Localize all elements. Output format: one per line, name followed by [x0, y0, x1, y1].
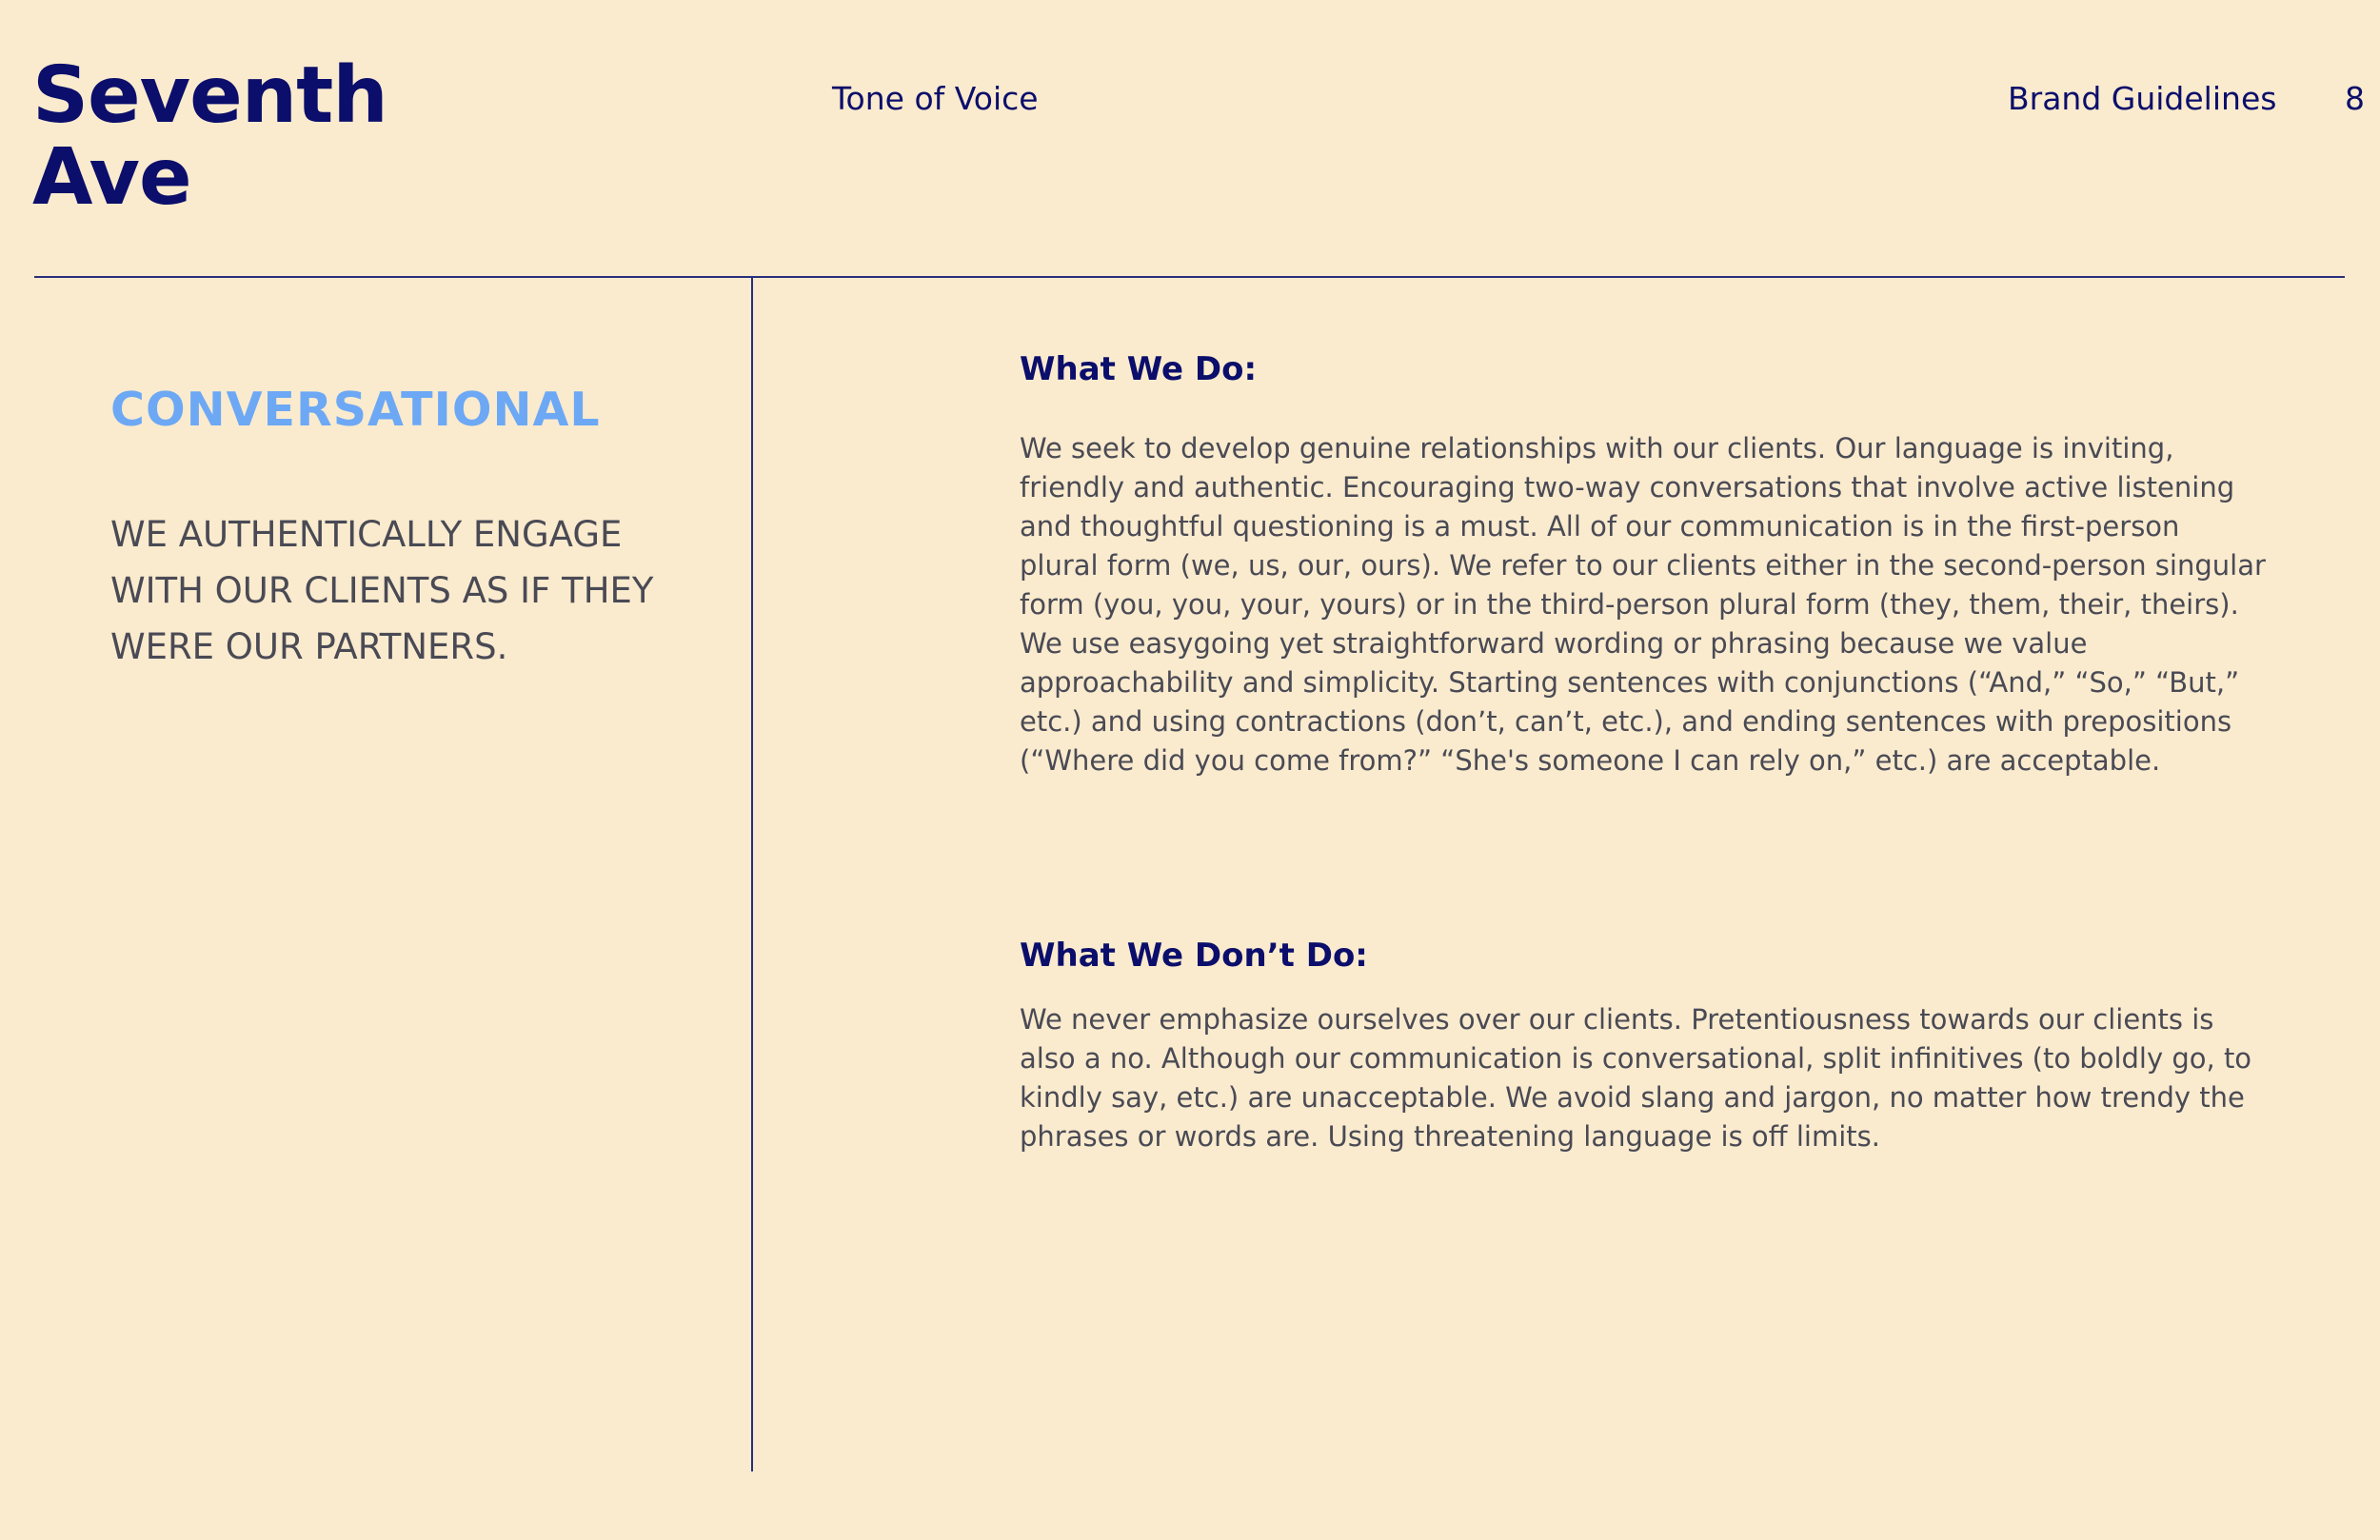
- what-we-dont-do-section: [1020, 937, 2267, 975]
- header-divider: [34, 276, 2345, 278]
- column-divider: [751, 277, 753, 1471]
- document-title: Brand Guidelines: [2008, 80, 2277, 117]
- what-we-dont-do-body: We never emphasize ourselves over our clients. Pretentiousness towards our clients is also a no. Although our communication is conversational, split infinitives (to boldly go, to kindly say, etc.) are unacceptable. We avoid slang and jargon, no matter how trendy the phrases or words are. Using threatening language is off limits.: [1020, 1003, 2252, 1153]
- what-we-dont-do-heading: What We Don’t Do:: [1020, 937, 1368, 975]
- brand-logo-line-2: Ave: [32, 132, 191, 223]
- pillar-title: CONVERSATIONAL: [110, 383, 601, 437]
- what-we-do-content: [1020, 429, 2267, 780]
- what-we-do-heading: What We Do:: [1020, 350, 1258, 388]
- brand-logo: [32, 50, 387, 223]
- section-label: Tone of Voice: [832, 80, 1039, 117]
- what-we-do-body: We seek to develop genuine relationships with our clients. Our language is inviting, friendly and authentic. Encouraging two-way conversations that involve active listening and thoughtful questioning is a must. All of our communication is in the first-person plural form (we, us, our, ours). We refer to our clients either in the second-person singular form (you, you, your, yours) or in the third-person plural form (they, them, their, theirs). We use easygoing yet straightforward wording or phrasing because we value approachability and simplicity. Starting sentences with conjunctions (“And,” “So,” “But,” etc.) and using contractions (don’t, can’t, etc.), and ending sentences with prepositions (“Where did you come from?” “She's someone I can rely on,” etc.) are acceptable.: [1020, 432, 2266, 777]
- what-we-do-section: [1020, 350, 2267, 388]
- pillar-statement: WE AUTHENTICALLY ENGAGE WITH OUR CLIENTS AS IF THEY WERE OUR PARTNERS.: [110, 514, 654, 667]
- what-we-dont-do-content: [1020, 1000, 2267, 1156]
- page-number: 8: [2345, 80, 2365, 117]
- brand-logo-line-1: Seventh: [32, 50, 387, 141]
